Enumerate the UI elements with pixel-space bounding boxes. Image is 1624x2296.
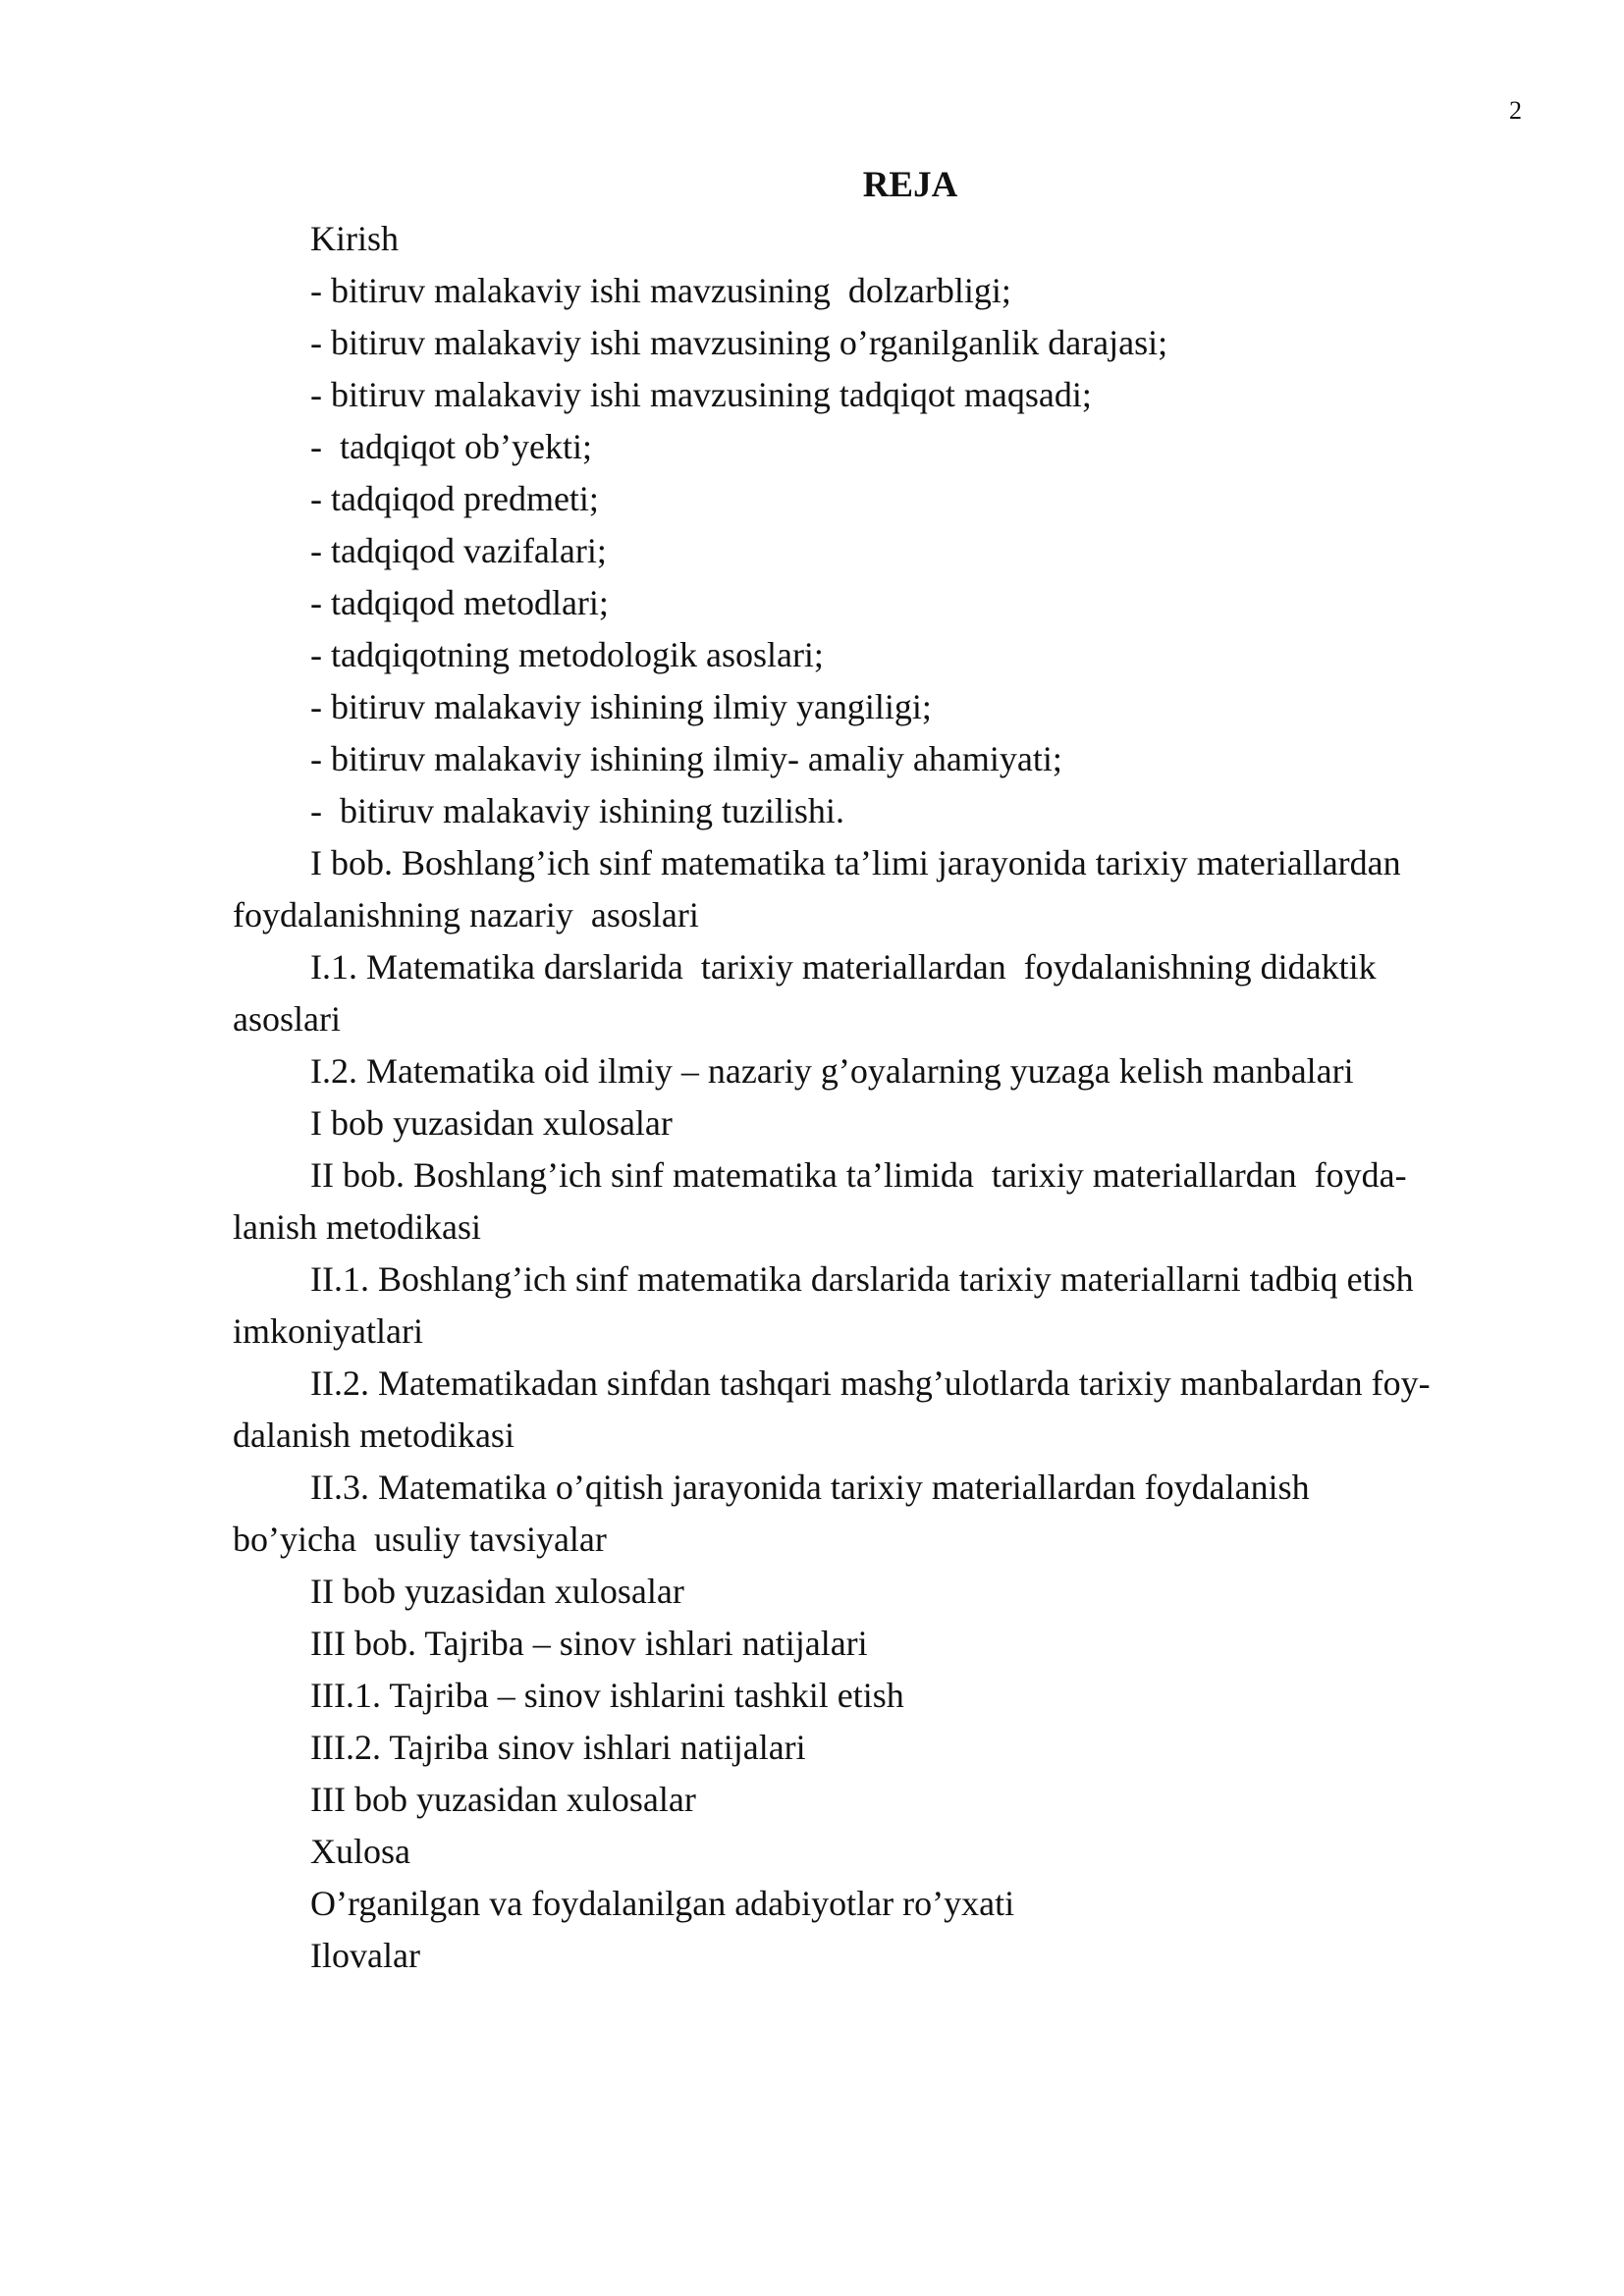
plan-line: - tadqiqod vazifalari; (310, 531, 607, 570)
plan-line: I.1. Matematika darslarida tarixiy materiallardan foydalanishning didaktik (310, 947, 1377, 987)
plan-line: dalanish metodikasi (233, 1415, 514, 1455)
plan-line: II bob yuzasidan xulosalar (310, 1572, 684, 1611)
plan-line: - tadqiqod metodlari; (310, 583, 609, 622)
plan-line: - bitiruv malakaviy ishining ilmiy- amaliy ahamiyati; (310, 739, 1062, 778)
plan-line: II.3. Matematika o’qitish jarayonida tarixiy materiallardan foydalanish (310, 1468, 1310, 1507)
plan-line: III bob. Tajriba – sinov ishlari natijalari (310, 1624, 868, 1663)
plan-line: II bob. Boshlang’ich sinf matematika ta’limida tarixiy materiallardan foyda- (310, 1155, 1407, 1195)
plan-line: - bitiruv malakaviy ishining ilmiy yangiligi; (310, 687, 932, 726)
plan-line: - tadqiqod predmeti; (310, 479, 599, 518)
plan-list (233, 213, 1509, 1982)
plan-line: lanish metodikasi (233, 1207, 481, 1247)
plan-line: - tadqiqotning metodologik asoslari; (310, 635, 824, 674)
plan-line: II.2. Matematikadan sinfdan tashqari mashg’ulotlarda tarixiy manbalardan foy- (310, 1363, 1431, 1403)
plan-line: Kirish (310, 219, 399, 258)
plan-line: imkoniyatlari (233, 1311, 423, 1351)
document-title: REJA (862, 165, 958, 205)
plan-line: O’rganilgan va foydalanilgan adabiyotlar ro’yxati (310, 1884, 1015, 1923)
plan-line: Xulosa (310, 1832, 410, 1871)
plan-line: I.2. Matematika oid ilmiy – nazariy g’oyalarning yuzaga kelish manbalari (310, 1051, 1354, 1091)
page-number: 2 (1509, 96, 1522, 125)
plan-line: III.2. Tajriba sinov ishlari natijalari (310, 1728, 806, 1767)
plan-line: - tadqiqot ob’yekti; (310, 427, 592, 466)
plan-line: foydalanishning nazariy asoslari (233, 895, 699, 934)
plan-line: - bitiruv malakaviy ishi mavzusining tadqiqot maqsadi; (310, 375, 1092, 414)
plan-line: III.1. Tajriba – sinov ishlarini tashkil etish (310, 1676, 904, 1715)
plan-line: Ilovalar (310, 1936, 420, 1975)
plan-line: - bitiruv malakaviy ishining tuzilishi. (310, 791, 844, 830)
plan-line: III bob yuzasidan xulosalar (310, 1780, 696, 1819)
plan-line: I bob yuzasidan xulosalar (310, 1103, 673, 1143)
plan-line: - bitiruv malakaviy ishi mavzusining dolzarbligi; (310, 271, 1011, 310)
plan-line: II.1. Boshlang’ich sinf matematika darslarida tarixiy materiallarni tadbiq etish (310, 1259, 1414, 1299)
plan-line: I bob. Boshlang’ich sinf matematika ta’limi jarayonida tarixiy materiallardan (310, 843, 1401, 882)
plan-line: bo’yicha usuliy tavsiyalar (233, 1520, 607, 1559)
plan-line: - bitiruv malakaviy ishi mavzusining o’rganilganlik darajasi; (310, 323, 1168, 362)
plan-line: asoslari (233, 999, 341, 1039)
